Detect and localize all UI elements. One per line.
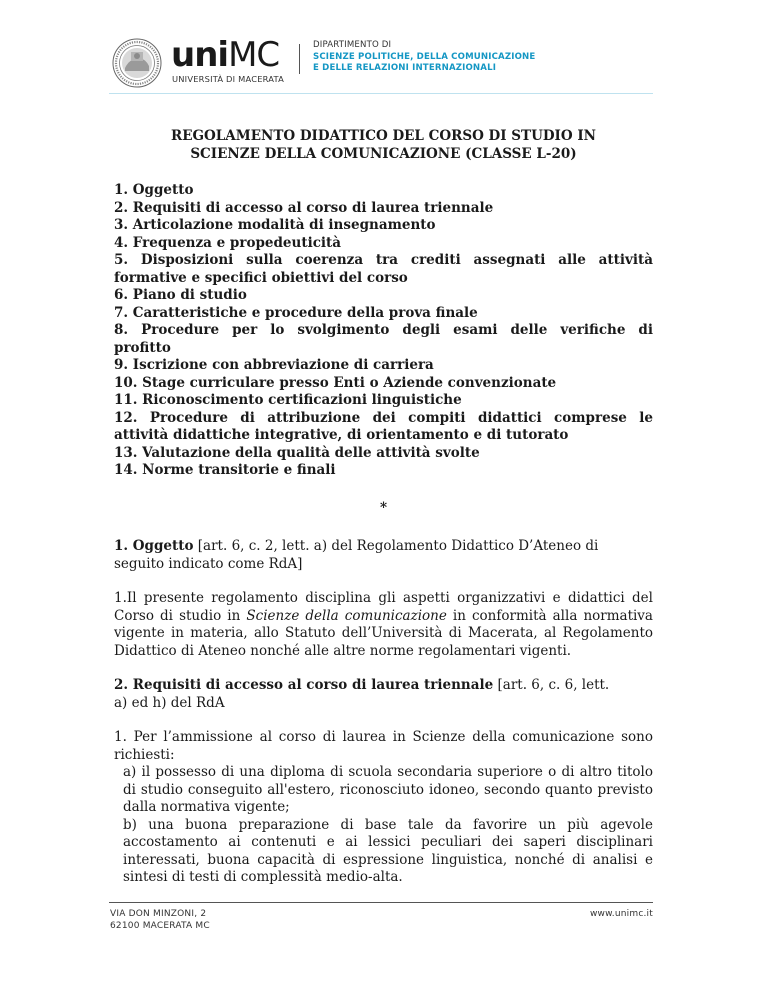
section-2-intro: 1. Per l’ammissione al corso di laurea in Scienze della comunicazione sono richiesti:: [114, 729, 653, 763]
page-header: [0, 0, 768, 100]
logo-wordmark: [171, 36, 279, 74]
footer-website: www.unimc.it: [589, 909, 653, 919]
toc-item: 1. Oggetto: [114, 182, 194, 198]
toc-item: attività didattiche integrative, di orientamento e di tutorato: [114, 427, 569, 443]
department-line-1: DIPARTIMENTO DI: [313, 40, 392, 50]
section-2-paragraph: [114, 729, 653, 887]
section-1-reference: [art. 6, c. 2, lett. a) del Regolamento Didattico D’Ateneo di: [193, 538, 599, 554]
department-line-2: SCIENZE POLITICHE, DELLA COMUNICAZIONE: [313, 51, 536, 62]
logo-subtitle: UNIVERSITÀ DI MACERATA: [172, 74, 285, 84]
toc-item: 2. Requisiti di accesso al corso di laurea triennale: [114, 199, 494, 216]
header-rule: [109, 93, 653, 94]
toc-item: 6. Piano di studio: [114, 287, 247, 303]
table-of-contents: [114, 182, 653, 480]
toc-item: 9. Iscrizione con abbreviazione di carriera: [114, 357, 434, 373]
requirement-item-b: b) una buona preparazione di base tale da favorire un più agevole accostamento ai contenuti e ai lessici peculiari dei saperi disciplinari interessati, buona capacità di espressione linguistica, nonché di analisi e sintesi di testi di complessità medio-alta.: [123, 816, 653, 885]
logo-mc: MC: [228, 35, 280, 75]
university-seal-icon: [112, 38, 162, 88]
section-1-paragraph: [114, 590, 653, 660]
title-line-1: REGOLAMENTO DIDATTICO DEL CORSO DI STUDIO IN: [171, 128, 596, 144]
department-line-3: E DELLE RELAZIONI INTERNAZIONALI: [313, 63, 497, 73]
toc-item: profitto: [114, 339, 171, 356]
toc-item: 11. Riconoscimento certificazioni linguistiche: [114, 392, 462, 408]
section-1-reference-cont: seguito indicato come RdA]: [114, 555, 303, 572]
department-name: [313, 40, 535, 75]
logo-uni: uni: [171, 35, 229, 75]
footer-rule: [109, 902, 653, 903]
section-1-heading-block: [114, 538, 653, 573]
toc-item: 14. Norme transitorie e finali: [114, 462, 336, 478]
document-title: [114, 128, 653, 163]
section-2-heading: 2. Requisiti di accesso al corso di laurea triennale: [114, 677, 494, 693]
section-1-text-cont: in conformità alla normativa vigente in materia, allo Statuto dell’Università di Macerata, al Regolamento Didattico di Ateneo nonché alle altre norme regolamentari vigenti.: [114, 607, 653, 659]
toc-item: 4. Frequenza e propedeuticità: [114, 234, 342, 251]
toc-item: 5. Disposizioni sulla coerenza tra crediti assegnati alle attività: [114, 252, 653, 268]
toc-item: 7. Caratteristiche e procedure della prova finale: [114, 304, 478, 321]
section-2-reference: [art. 6, c. 6, lett.: [493, 677, 610, 693]
document-body: [114, 128, 653, 887]
toc-item: 8. Procedure per lo svolgimento degli esami delle verifiche di: [114, 322, 653, 338]
unimc-logo: [171, 36, 295, 84]
section-2-reference-cont: a) ed h) del RdA: [114, 694, 225, 711]
address-line-2: 62100 MACERATA MC: [110, 920, 210, 931]
section-1-text: 1.Il presente regolamento disciplina gli aspetti organizzativi e didattici del Corso di studio in: [114, 590, 653, 624]
section-separator: *: [379, 499, 388, 516]
course-name-italic: Scienze della comunicazione: [246, 607, 447, 624]
title-line-2: SCIENZE DELLA COMUNICAZIONE (CLASSE L-20): [190, 145, 577, 162]
toc-item: 3. Articolazione modalità di insegnamento: [114, 217, 436, 233]
section-2-heading-block: [114, 677, 653, 712]
toc-item: 13. Valutazione della qualità delle attività svolte: [114, 444, 480, 461]
toc-item: 12. Procedure di attribuzione dei compiti didattici comprese le: [114, 409, 653, 426]
requirement-item-a: a) il possesso di una diploma di scuola secondaria superiore o di altro titolo di studio conseguito all'estero, riconosciuto idoneo, secondo quanto previsto dalla normativa vigente;: [123, 764, 653, 815]
header-divider: [299, 44, 300, 74]
toc-item: formative e specifici obiettivi del corso: [114, 269, 408, 286]
footer-address: [110, 909, 210, 932]
toc-item: 10. Stage curriculare presso Enti o Aziende convenzionate: [114, 374, 557, 391]
section-1-heading: 1. Oggetto: [114, 538, 194, 554]
address-line-1: VIA DON MINZONI, 2: [110, 909, 207, 919]
